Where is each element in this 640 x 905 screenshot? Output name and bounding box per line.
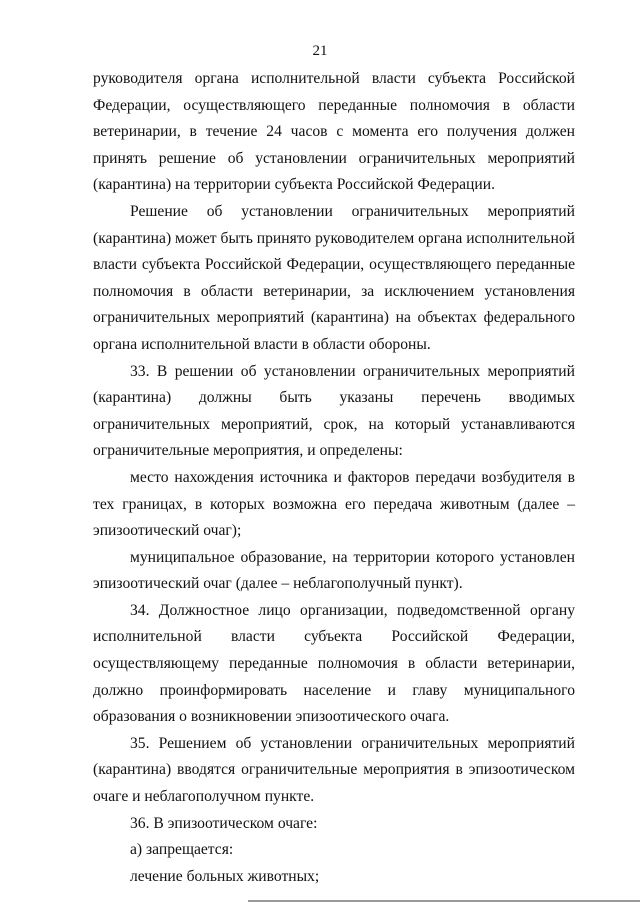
scan-edge-line bbox=[248, 900, 640, 902]
paragraph-33: 33. В решении об установлении ограничительных мероприятий (карантина) должны быть указаны перечень вводимых ограничительных мероприятий, срок, на который устанавливаются ограничительные мероприятия, и определены: bbox=[93, 362, 575, 460]
paragraph-36-a: а) запрещается: bbox=[130, 841, 234, 859]
paragraph-33-municipality: муниципальное образование, на территории которого установлен эпизоотический очаг (далее – неблагополучный пункт). bbox=[93, 548, 575, 593]
paragraph-35: 35. Решением об установлении ограничительных мероприятий (карантина) вводятся ограничительные мероприятия в эпизоотическом очаге и неблагополучном пункте. bbox=[93, 734, 575, 806]
paragraph-33-focus-location: место нахождения источника и факторов передачи возбудителя в тех границах, в которых возможна его передача животным (далее – эпизоотический очаг); bbox=[93, 468, 575, 540]
paragraph-decision-authority: Решение об установлении ограничительных мероприятий (карантина) может быть принято руководителем органа исполнительной власти субъекта Российской Федерации, осуществляющего переданные полномочия в области ветеринарии, за исключением установления ограничительных мероприятий (карантина) на объектах федерального органа исполнительной власти в области обороны. bbox=[93, 202, 575, 353]
document-body bbox=[93, 66, 575, 890]
paragraph-34: 34. Должностное лицо организации, подведомственной органу исполнительной власти субъекта Российской Федерации, осуществляющему переданные полномочия в области ветеринарии, должно проинформировать население и главу муниципального образования о возникновении эпизоотического очага. bbox=[93, 601, 575, 726]
paragraph-36: 36. В эпизоотическом очаге: bbox=[130, 814, 318, 832]
page-number: 21 bbox=[312, 43, 328, 59]
paragraph-36-a-item: лечение больных животных; bbox=[130, 867, 320, 885]
paragraph-continuation: руководителя органа исполнительной власти субъекта Российской Федерации, осуществляющего переданные полномочия в области ветеринарии, в течение 24 часов с момента его получения должен принять решение об установлении ограничительных мероприятий (карантина) на территории субъекта Российской Федерации. bbox=[93, 70, 575, 194]
